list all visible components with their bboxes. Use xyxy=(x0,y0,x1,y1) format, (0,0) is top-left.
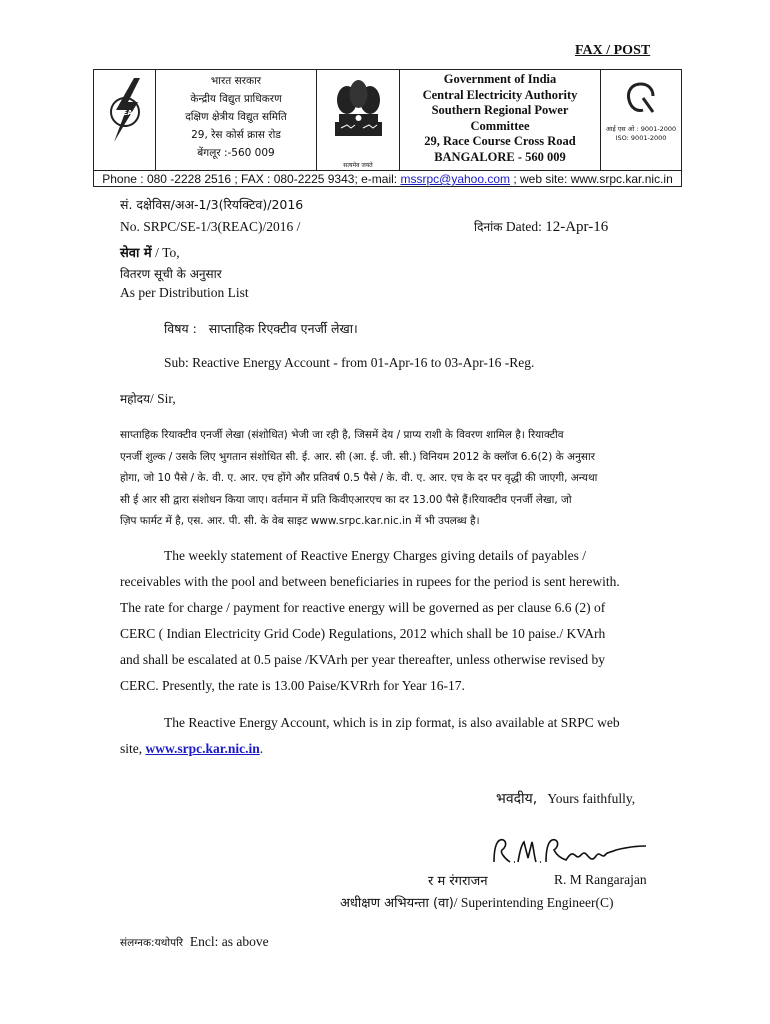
english-address-line: Central Electricity Authority xyxy=(422,87,578,102)
signatory-title-hindi: अधीक्षण अभियन्ता (वा) xyxy=(340,896,454,911)
subject-english: Sub: Reactive Energy Account - from 01-Apr-16 to 03-Apr-16 -Reg. xyxy=(164,355,535,370)
closing-english: Yours faithfully, xyxy=(547,791,636,806)
emblem-caption: सत्यमेव जयते xyxy=(343,162,373,169)
to-english: / To, xyxy=(151,245,180,260)
english-paragraph-line: CERC. Presently, the rate is 13.00 Paise/KVRrh for Year 16-17. xyxy=(120,678,465,693)
hindi-address xyxy=(156,70,317,170)
signatory-title xyxy=(340,893,614,911)
letter-date: 12-Apr-16 xyxy=(545,219,609,235)
english-address-line: BANGALORE - 560 009 xyxy=(434,149,566,164)
handwritten-signature xyxy=(490,832,650,872)
site-suffix: . xyxy=(259,741,264,756)
hindi-reference-number: सं. दक्षेविस/अअ-1/3(रियक्टिव)/2016 xyxy=(120,197,304,212)
english-address-line: Government of India xyxy=(443,72,557,86)
lion-capital-emblem-icon xyxy=(317,70,400,156)
english-address-line: 29, Race Course Cross Road xyxy=(424,134,576,148)
hindi-paragraph-line: होगा, जो 10 पैसे / के. वी. ए. आर. एच होंगे और प्रतिवर्ष 0.5 पैसे / के. वी. ए. आर. एच के दर पर वृद्धी की जाएगी, अन्यथा xyxy=(120,472,598,484)
hindi-paragraph-line: एनर्जी शुल्क / उसके लिए भुगतान संशोधित सी. ई. आर. सी (आ. ई. जी. सी.) विनियम 2012 के क्लॉज 6.6(2) के अनुसार xyxy=(120,450,596,463)
salutation-hindi: महोदय xyxy=(120,392,150,406)
fax-post-label: FAX / POST xyxy=(575,43,651,58)
signatory-hindi-name xyxy=(428,871,488,890)
distribution-english: As per Distribution List xyxy=(120,285,249,300)
hindi-address-line: 29, रेस कोर्स क्रास रोड xyxy=(191,129,281,141)
reference-number: No. SRPC/SE-1/3(REAC)/2016 / xyxy=(120,219,301,234)
closing xyxy=(496,789,635,808)
english-paragraph-line: The rate for charge / payment for reactive energy will be governed as per clause 6.6 (2) of xyxy=(120,600,606,615)
contact-row xyxy=(94,170,681,188)
salutation-english: / Sir, xyxy=(150,391,176,406)
english-address-line: Committee xyxy=(470,118,530,133)
iso-hindi-text: आई एस ओ : 9001-2000 xyxy=(605,125,677,133)
srpc-website-link[interactable]: www.srpc.kar.nic.in xyxy=(145,741,260,756)
letterhead xyxy=(93,69,682,187)
dated-hindi-label: दिनांक xyxy=(474,220,503,234)
hindi-paragraph-line: सी ई आर सी द्वारा संशोधन किया जाए। वर्तमान में प्रति किवीएआरएच का दर 13.00 पैसे हैं।रियाक्टीव एनर्जी लेखा, जो xyxy=(120,493,572,506)
enclosure-hindi: संलग्नक:यथोपरि xyxy=(120,937,184,949)
hindi-paragraph xyxy=(120,425,656,533)
email-link[interactable]: mssrpc@yahoo.com xyxy=(400,172,511,186)
hindi-address-line: भारत सरकार xyxy=(210,75,262,87)
english-paragraph-line: The weekly statement of Reactive Energy Charges giving details of payables / xyxy=(164,548,587,563)
hindi-address-line: दक्षिण क्षेत्रीय विद्युत समिति xyxy=(185,111,287,123)
enclosure-english: Encl: as above xyxy=(189,934,269,949)
cea-logo-text: CEA xyxy=(117,109,133,117)
english-paragraph-line xyxy=(120,736,654,762)
site-prefix: site, xyxy=(120,741,146,756)
dated-label: Dated: xyxy=(502,219,546,234)
english-paragraph-line: The Reactive Energy Account, which is in zip format, is also available at SRPC web xyxy=(164,715,620,730)
iso-certification-icon xyxy=(601,70,681,120)
english-paragraph-1 xyxy=(120,543,654,699)
iso-logo xyxy=(601,70,681,170)
subject-hindi-label: विषय : xyxy=(164,321,197,336)
iso-text: ISO: 9001-2000 xyxy=(615,134,667,142)
subject-hindi-text: साप्ताहिक रिएक्टीव एनर्जी लेखा। xyxy=(208,321,358,336)
english-address-line: Southern Regional Power xyxy=(431,103,569,117)
english-paragraph-line: receivables with the pool and between beneficiaries in rupees for the period is sent herewith. xyxy=(120,574,620,589)
hindi-paragraph-line: साप्ताहिक रियाक्टीव एनर्जी लेखा (संशोधित) भेजी जा रही है, जिसमें देय / प्राप्य राशी के विवरण शामिल है। रियाक्टीव xyxy=(120,429,564,441)
phone-fax-text: Phone : 080 -2228 2516 ; FAX : 080-2225 9343; e-mail: xyxy=(102,172,401,186)
cea-logo-icon xyxy=(94,70,156,170)
to-hindi: सेवा में xyxy=(120,246,152,261)
website-text: ; web site: www.srpc.kar.nic.in xyxy=(510,172,673,186)
english-paragraph-line: and shall be escalated at 0.5 paise /KVArh per year thereafter, unless otherwise revised by xyxy=(120,652,606,667)
hindi-address-line: केन्द्रीय विद्युत प्राधिकरण xyxy=(190,93,282,105)
national-emblem xyxy=(317,70,400,170)
hindi-address-line: बेंगलूर :-560 009 xyxy=(197,147,275,159)
english-address xyxy=(400,70,601,170)
date-block xyxy=(474,218,608,236)
subject-hindi xyxy=(164,320,358,337)
cea-logo xyxy=(94,70,156,170)
to-line xyxy=(120,243,180,261)
signatory-title-english: / Superintending Engineer(C) xyxy=(453,895,614,910)
english-paragraph-2 xyxy=(120,710,654,762)
signatory-english-name: R. M Rangarajan xyxy=(554,872,647,887)
english-paragraph-line: CERC ( Indian Electricity Grid Code) Regulations, 2012 which shall be 10 paise./ KVArh xyxy=(120,626,606,641)
salutation xyxy=(120,390,176,407)
distribution-hindi: वितरण सूची के अनुसार xyxy=(120,267,222,281)
enclosure xyxy=(120,934,269,950)
closing-hindi: भवदीय, xyxy=(496,791,538,807)
hindi-paragraph-line: ज़िप फार्मट में है, एस. आर. पी. सी. के वेब साइट www.srpc.kar.nic.in में भी उपलब्ध है। xyxy=(120,515,480,527)
signatory-hindi-name-text: र म रंगराजन xyxy=(428,874,488,889)
